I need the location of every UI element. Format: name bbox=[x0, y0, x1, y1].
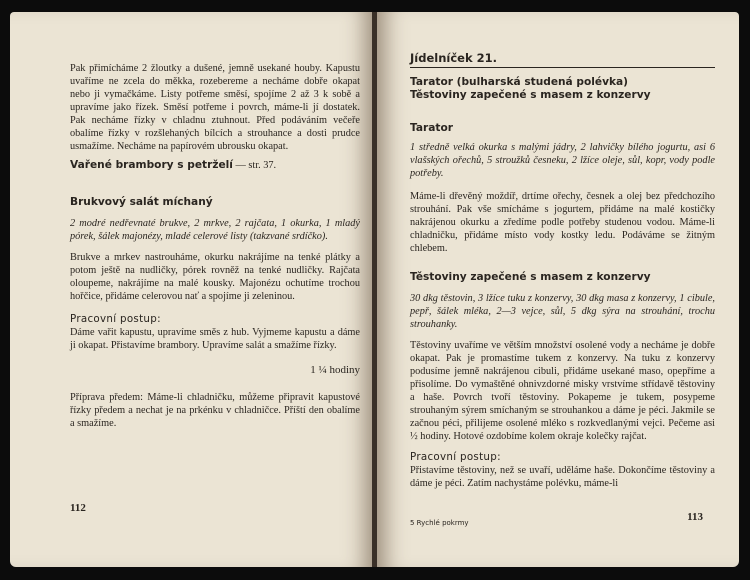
potatoes-title: Vařené brambory s petrželí bbox=[70, 159, 233, 171]
page-footer: 5 Rychlé pokrmy bbox=[410, 519, 469, 527]
menu-title: Jídelníček 21. bbox=[410, 51, 497, 65]
tarator-title: Tarator bbox=[410, 122, 453, 134]
title-rule bbox=[410, 67, 715, 68]
procedure-text: Dáme vařit kapustu, upravíme směs z hub. Vyjmeme kapustu a dáme ji okapat. Přistavíme brambory. Upravíme salát a smažíme řízky. bbox=[70, 327, 360, 351]
menu-line-1: Tarator (bulharská studená polévka) bbox=[410, 76, 629, 88]
tarator-ingredients: 1 středně velká okurka s malými jádry, 2 lahvičky bílého jogurtu, asi 6 vlašských ořechů, 5 stroužků česneku, 2 lžíce oleje, sůl, kopr, vody podle potřeby. bbox=[410, 142, 715, 179]
salad-ingredients: 2 modré nedřevnaté brukve, 2 mrkve, 2 rajčata, 1 okurka, 1 mladý pórek, šálek majonézy, mladé celerové listy (takzvané srdíčko). bbox=[70, 218, 360, 242]
intro-paragraph: Pak přimícháme 2 žloutky a dušené, jemně usekané houby. Kapustu uvaříme ne zcela do měkka, rozebereme a necháme dobře okapat nebo ji vymačkáme. Listy potřeme směsí, spojíme 2 až 3 k sobě a upravíme jako řízek. Směsí potřeme i povrch, máme-li jí dostatek. Pak necháme řízky v chladnu ztuhnout. Před podáváním večeře obalíme řízky v rozšlehaných bílcích a strouhance a dosti prudce usmažíme. Necháme na papírovém ubrousku okapat. bbox=[70, 63, 360, 152]
menu-line-2: Těstoviny zapečené s masem z konzervy bbox=[410, 89, 651, 101]
page-number-right: 113 bbox=[687, 511, 703, 523]
right-page bbox=[377, 12, 739, 567]
prep-ahead-text: Příprava předem: Máme-li chladničku, můžeme připravit kapustové řízky předem a nechat je na prkénku v chladničce. Příští den obalíme a smažíme. bbox=[70, 392, 360, 429]
procedure-label: Pracovní postup: bbox=[70, 313, 161, 325]
page-number-left: 112 bbox=[70, 502, 86, 514]
pasta-method: Těstoviny uvaříme ve větším množství osolené vody a necháme je dobře okapat. Pak je promastíme tukem z konzervy. Na tuku z konzervy podusíme jemně nakrájenou cibuli, přidáme usekané maso, opepříme a přisolíme. Do vymaštěné ohnivzdorné misky vrstvíme střídavě těstoviny a haše. Povrch tvoří těstoviny. Pokapeme je tukem, posypeme strouhaným sýrem smíchaným se strouhankou a dáme je péci. Jakmile se začnou péci, přilijeme osolené mléko s rozkvedlanými vejci. Pečeme asi ½ hodiny. Hotové ozdobíme kolem okraje kolečky rajčat. bbox=[410, 340, 715, 442]
left-page-text bbox=[70, 62, 360, 430]
potatoes-line bbox=[70, 159, 360, 172]
tarator-method: Máme-li dřevěný moždíř, drtíme ořechy, česnek a olej bez předchozího strouhání. Pak vše smícháme s jogurtem, přidáme na malé kostičky nakrájenou okurku a zředíme podle potřeby studenou vodou. Máme-li chladničku, přidáme místo vody kostky ledu. Podáváme se žitným chlebem. bbox=[410, 191, 715, 254]
time-note: 1 ¼ hodiny bbox=[310, 364, 360, 376]
potatoes-ref: — str. 37. bbox=[232, 160, 277, 171]
salad-title: Brukvový salát míchaný bbox=[70, 196, 213, 208]
salad-method: Brukve a mrkev nastrouháme, okurku nakrájíme na tenké plátky a potom ještě na nudličky, pórek rovněž na tenké nudličky. Rajčata oloupeme, nakrájíme na malé kousky. Majonézu ochutíme trochou hořčice, přidáme celerovou nať a spojíme ji zeleninou. bbox=[70, 252, 360, 302]
right-page-text bbox=[410, 52, 715, 490]
pasta-title: Těstoviny zapečené s masem z konzervy bbox=[410, 271, 651, 283]
procedure-text-right: Přistavíme těstoviny, než se uvaří, uděláme haše. Dokončíme těstoviny a dáme je péci. Zatím nachystáme polévku, máme-li bbox=[410, 465, 715, 489]
left-page bbox=[10, 12, 373, 567]
procedure-label-right: Pracovní postup: bbox=[410, 451, 501, 463]
pasta-ingredients: 30 dkg těstovin, 3 lžíce tuku z konzervy, 30 dkg masa z konzervy, 1 cibule, pepř, šálek mléka, 2—3 vejce, sůl, 5 dkg sýra na strouhání, trochu strouhanky. bbox=[410, 293, 715, 330]
